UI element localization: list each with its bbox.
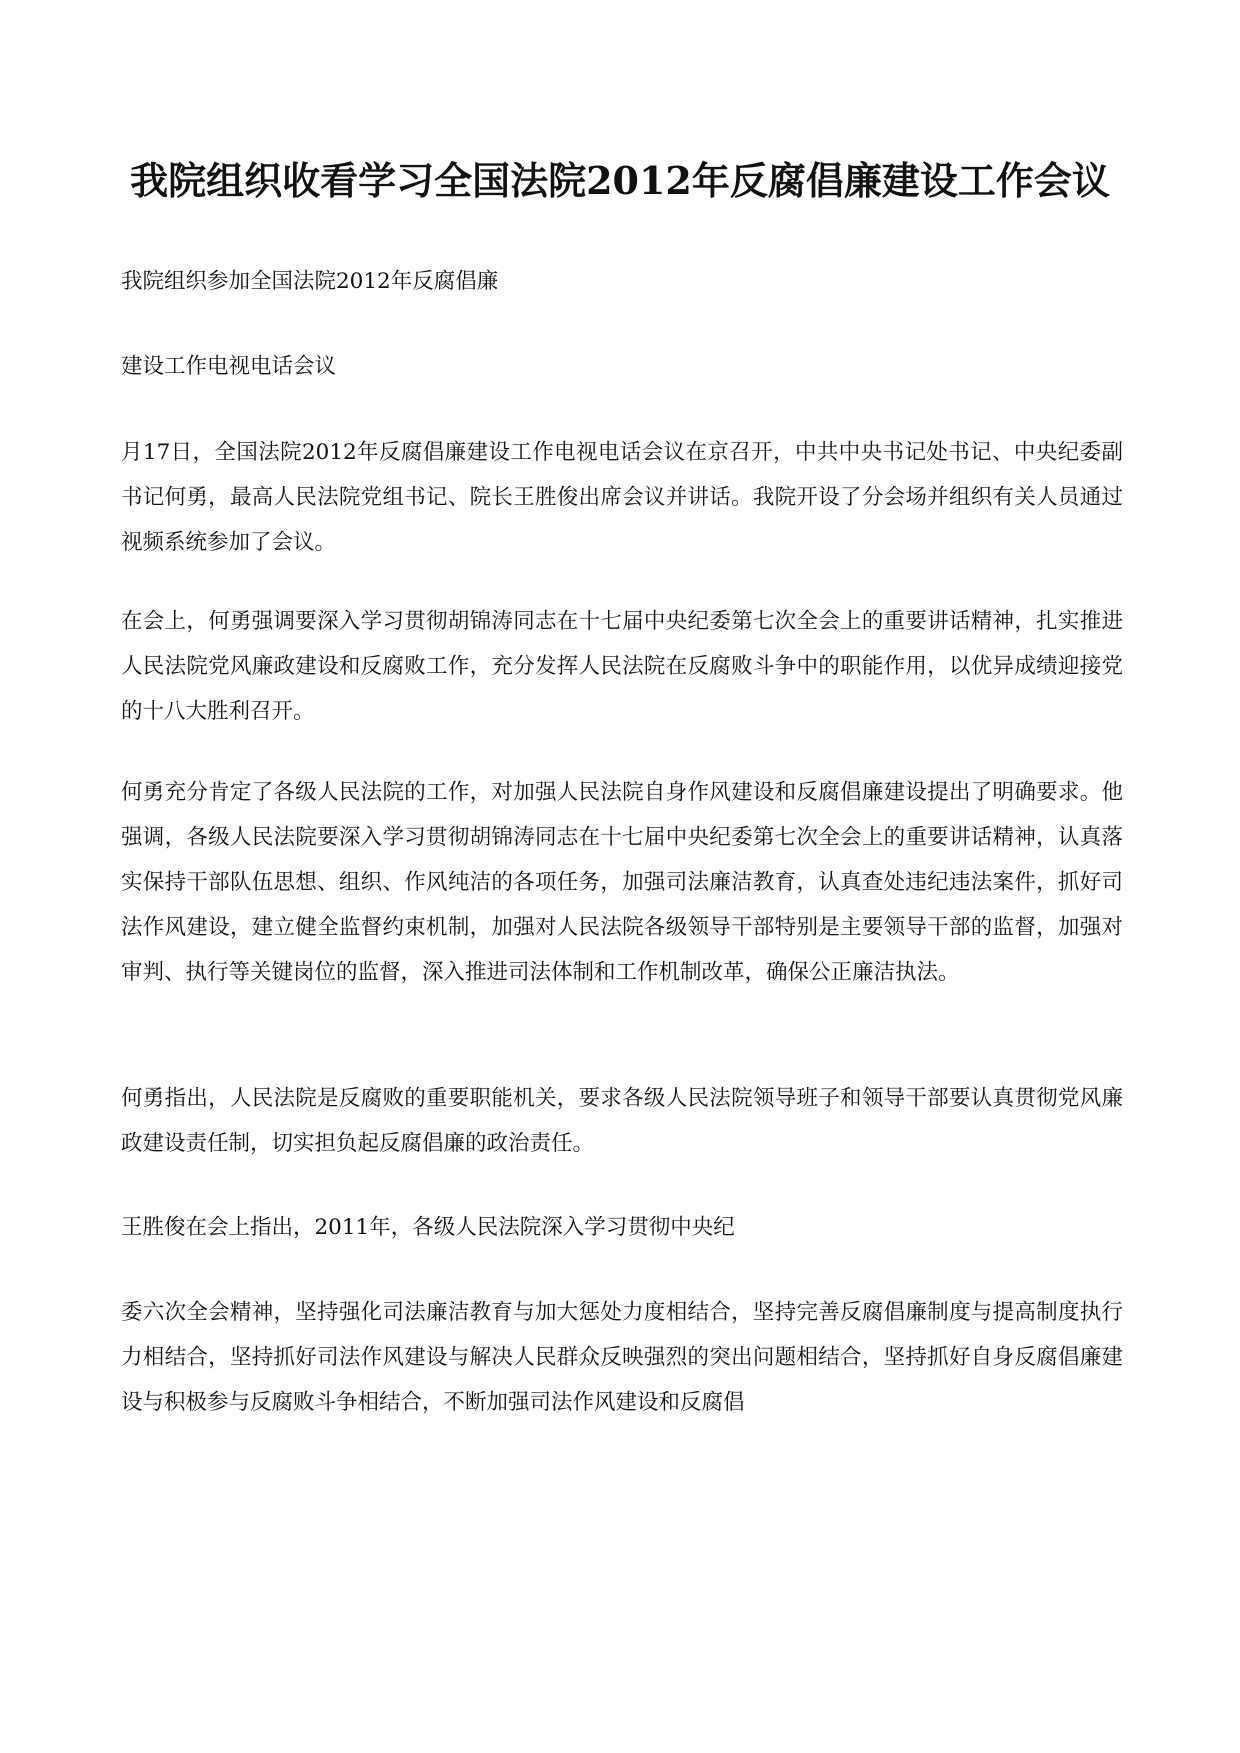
- paragraph-3: 月17日，全国法院2012年反腐倡廉建设工作电视电话会议在京召开，中共中央书记处书记、中央纪委副书记何勇，最高人民法院党组书记、院长王胜俊出席会议并讲话。我院开设了分会场并组织有关人员通过视频系统参加了会议。: [121, 440, 1123, 555]
- paragraph-8: 委六次全会精神，坚持强化司法廉洁教育与加大惩处力度相结合，坚持完善反腐倡廉制度与提高制度执行力相结合，坚持抓好司法作风建设与解决人民群众反映强烈的突出问题相结合，坚持抓好自身反腐倡廉建设与积极参与反腐败斗争相结合，不断加强司法作风建设和反腐倡: [121, 1300, 1123, 1415]
- paragraph-7: 王胜俊在会上指出，2011年，各级人民法院深入学习贯彻中央纪: [121, 1215, 735, 1240]
- paragraph-5: 何勇充分肯定了各级人民法院的工作，对加强人民法院自身作风建设和反腐倡廉建设提出了明确要求。他强调，各级人民法院要深入学习贯彻胡锦涛同志在十七届中央纪委第七次全会上的重要讲话精神，认真落实保持干部队伍思想、组织、作风纯洁的各项任务，加强司法廉洁教育，认真查处违纪违法案件，抓好司法作风建设，建立健全监督约束机制，加强对人民法院各级领导干部特别是主要领导干部的监督，加强对审判、执行等关键岗位的监督，深入推进司法体制和工作机制改革，确保公正廉洁执法。: [121, 780, 1123, 985]
- paragraph-1: 我院组织参加全国法院2012年反腐倡廉: [121, 269, 499, 294]
- paragraph-2: 建设工作电视电话会议: [121, 354, 337, 379]
- paragraph-6: 何勇指出，人民法院是反腐败的重要职能机关，要求各级人民法院领导班子和领导干部要认真贯彻党风廉政建设责任制，切实担负起反腐倡廉的政治责任。: [121, 1086, 1123, 1156]
- paragraph-4: 在会上，何勇强调要深入学习贯彻胡锦涛同志在十七届中央纪委第七次全会上的重要讲话精神，扎实推进人民法院党风廉政建设和反腐败工作，充分发挥人民法院在反腐败斗争中的职能作用，以优异成绩迎接党的十八大胜利召开。: [121, 609, 1123, 724]
- document-title: 我院组织收看学习全国法院2012年反腐倡廉建设工作会议: [130, 158, 1110, 203]
